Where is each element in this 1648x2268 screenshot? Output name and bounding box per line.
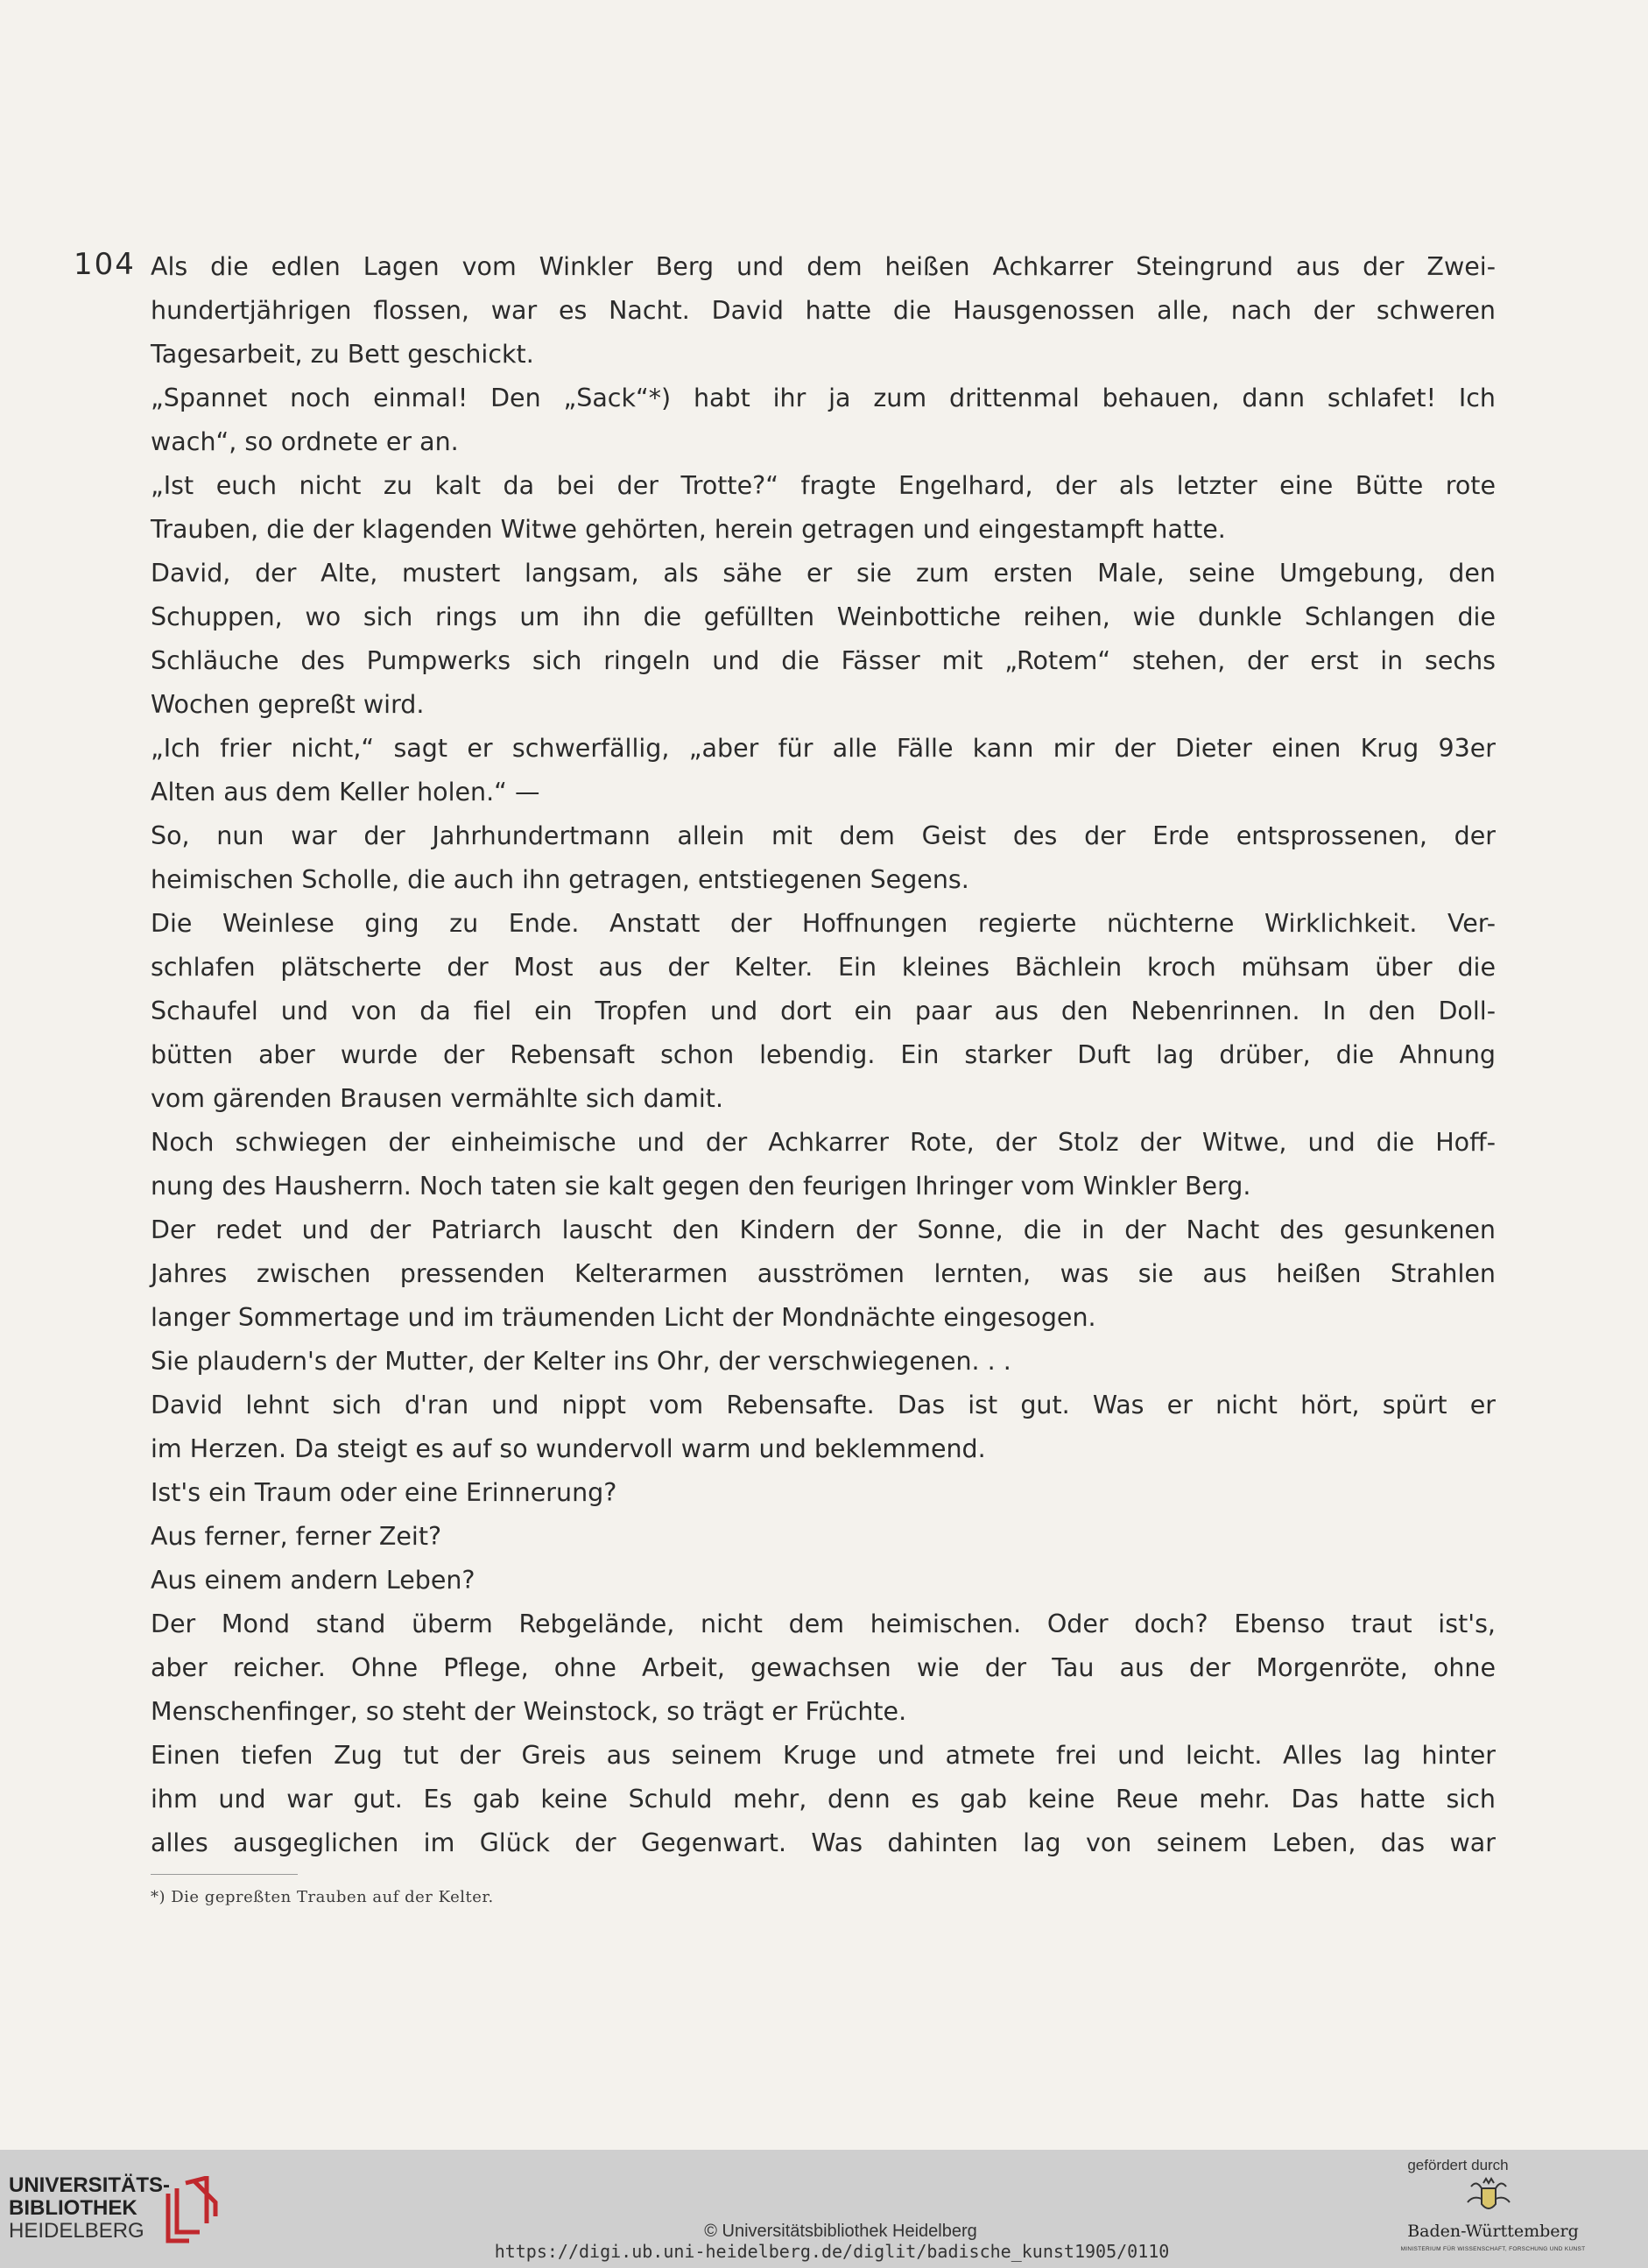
library-name-line: BIBLIOTHEK — [9, 2196, 137, 2220]
text-line: David lehnt sich d'ran und nippt vom Rebensafte. Das ist gut. Was er nicht hört, spürt er — [151, 1391, 1496, 1419]
state-name: Baden-Württemberg — [1407, 2222, 1579, 2241]
footnote: *) Die gepreßten Trauben auf der Kelter. — [151, 1888, 494, 1906]
text-line: wach“, so ordnete er an. — [151, 427, 459, 456]
text-line: vom gärenden Brausen vermählte sich damit. — [151, 1084, 724, 1113]
text-line: Wochen gepreßt wird. — [151, 690, 425, 719]
library-name-line: HEIDELBERG — [9, 2219, 144, 2243]
text-line: bütten aber wurde der Rebensaft schon lebendig. Ein starker Duft lag drüber, die Ahnung — [151, 1040, 1496, 1069]
text-line: Schaufel und von da fiel ein Tropfen und dort ein paar aus den Nebenrinnen. In den Doll- — [151, 997, 1496, 1025]
text-line: Trauben, die der klagenden Witwe gehörten, herein getragen und eingestampft hatte. — [151, 515, 1226, 544]
library-name — [9, 2174, 170, 2243]
footer-bar — [0, 2150, 1648, 2268]
baden-wuerttemberg-crest-icon — [1462, 2176, 1515, 2220]
text-line: Aus einem andern Leben? — [151, 1566, 475, 1595]
text-line: Schläuche des Pumpwerks sich ringeln und die Fässer mit „Rotem“ stehen, der erst in sechs — [151, 646, 1496, 675]
text-line: nung des Hausherrn. Noch taten sie kalt gegen den feurigen Ihringer vom Winkler Berg. — [151, 1172, 1251, 1201]
text-line: hundertjährigen flossen, war es Nacht. David hatte die Hausgenossen alle, nach der schweren — [151, 296, 1496, 325]
text-line: „Spannet noch einmal! Den „Sack“*) habt ihr ja zum drittenmal behauen, dann schlafet! Ich — [151, 384, 1496, 412]
permalink-url[interactable]: https://digi.ub.uni-heidelberg.de/diglit/badische_kunst1905/0110 — [494, 2241, 1170, 2262]
text-line: Der redet und der Patriarch lauscht den Kindern der Sonne, die in der Nacht des gesunkenen — [151, 1215, 1496, 1244]
text-line: David, der Alte, mustert langsam, als sähe er sie zum ersten Male, seine Umgebung, den — [151, 559, 1496, 588]
text-line: Sie plaudern's der Mutter, der Kelter ins Ohr, der verschwiegenen. . . — [151, 1347, 1011, 1376]
text-line: Der Mond stand überm Rebgelände, nicht dem heimischen. Oder doch? Ebenso traut ist's, — [151, 1609, 1496, 1638]
text-line: aber reicher. Ohne Pflege, ohne Arbeit, gewachsen wie der Tau aus der Morgenröte, ohne — [151, 1653, 1496, 1682]
text-line: Aus ferner, ferner Zeit? — [151, 1522, 442, 1551]
funding-logo[interactable] — [1375, 2157, 1637, 2266]
text-line: So, nun war der Jahrhundertmann allein mit dem Geist des der Erde entsprossenen, der — [151, 821, 1496, 850]
text-line: schlafen plätscherte der Most aus der Kelter. Ein kleines Bächlein kroch mühsam über die — [151, 953, 1496, 982]
text-line: Schuppen, wo sich rings um ihn die gefüllten Weinbottiche reihen, wie dunkle Schlangen die — [151, 602, 1496, 631]
text-line: „Ist euch nicht zu kalt da bei der Trotte?“ fragte Engelhard, der als letzter eine Bütte rote — [151, 471, 1496, 500]
copyright-notice: © Universitätsbibliothek Heidelberg — [704, 2222, 977, 2241]
text-line: im Herzen. Da steigt es auf so wundervoll warm und beklemmend. — [151, 1434, 986, 1463]
library-name-line: UNIVERSITÄTS- — [9, 2173, 171, 2197]
ministry-name: MINISTERIUM FÜR WISSENSCHAFT, FORSCHUNG UND KUNST — [1400, 2246, 1586, 2252]
page-number: 104 — [74, 247, 136, 282]
text-line: heimischen Scholle, die auch ihn getragen, entstiegenen Segens. — [151, 865, 969, 894]
text-line: Die Weinlese ging zu Ende. Anstatt der Hoffnungen regierte nüchterne Wirklichkeit. Ver- — [151, 909, 1496, 938]
text-line: ihm und war gut. Es gab keine Schuld mehr, denn es gab keine Reue mehr. Das hatte sich — [151, 1785, 1496, 1814]
library-logo[interactable] — [9, 2174, 236, 2244]
text-line: Als die edlen Lagen vom Winkler Berg und dem heißen Achkarrer Steingrund aus der Zwei- — [151, 252, 1496, 281]
body-text — [151, 245, 1496, 1865]
text-line: Noch schwiegen der einheimische und der Achkarrer Rote, der Stolz der Witwe, und die Hoff- — [151, 1128, 1496, 1157]
text-line: Alten aus dem Keller holen.“ — — [151, 778, 540, 806]
text-line: Tagesarbeit, zu Bett geschickt. — [151, 340, 534, 369]
footnote-divider — [151, 1874, 298, 1875]
funded-by-label: gefördert durch — [1407, 2157, 1509, 2173]
text-line: Jahres zwischen pressenden Kelterarmen ausströmen lernten, was sie aus heißen Strahlen — [151, 1259, 1496, 1288]
ub-heidelberg-logo-mark-icon — [165, 2176, 226, 2244]
text-line: alles ausgeglichen im Glück der Gegenwart. Was dahinten lag von seinem Leben, das war — [151, 1828, 1496, 1857]
text-line: langer Sommertage und im träumenden Licht der Mondnächte eingesogen. — [151, 1303, 1096, 1332]
text-line: Menschenfinger, so steht der Weinstock, so trägt er Früchte. — [151, 1697, 907, 1726]
text-line: „Ich frier nicht,“ sagt er schwerfällig, „aber für alle Fälle kann mir der Dieter einen Krug 93er — [151, 734, 1496, 763]
text-line: Einen tiefen Zug tut der Greis aus seinem Kruge und atmete frei und leicht. Alles lag hinter — [151, 1741, 1496, 1770]
text-line: Ist's ein Traum oder eine Erinnerung? — [151, 1478, 617, 1507]
